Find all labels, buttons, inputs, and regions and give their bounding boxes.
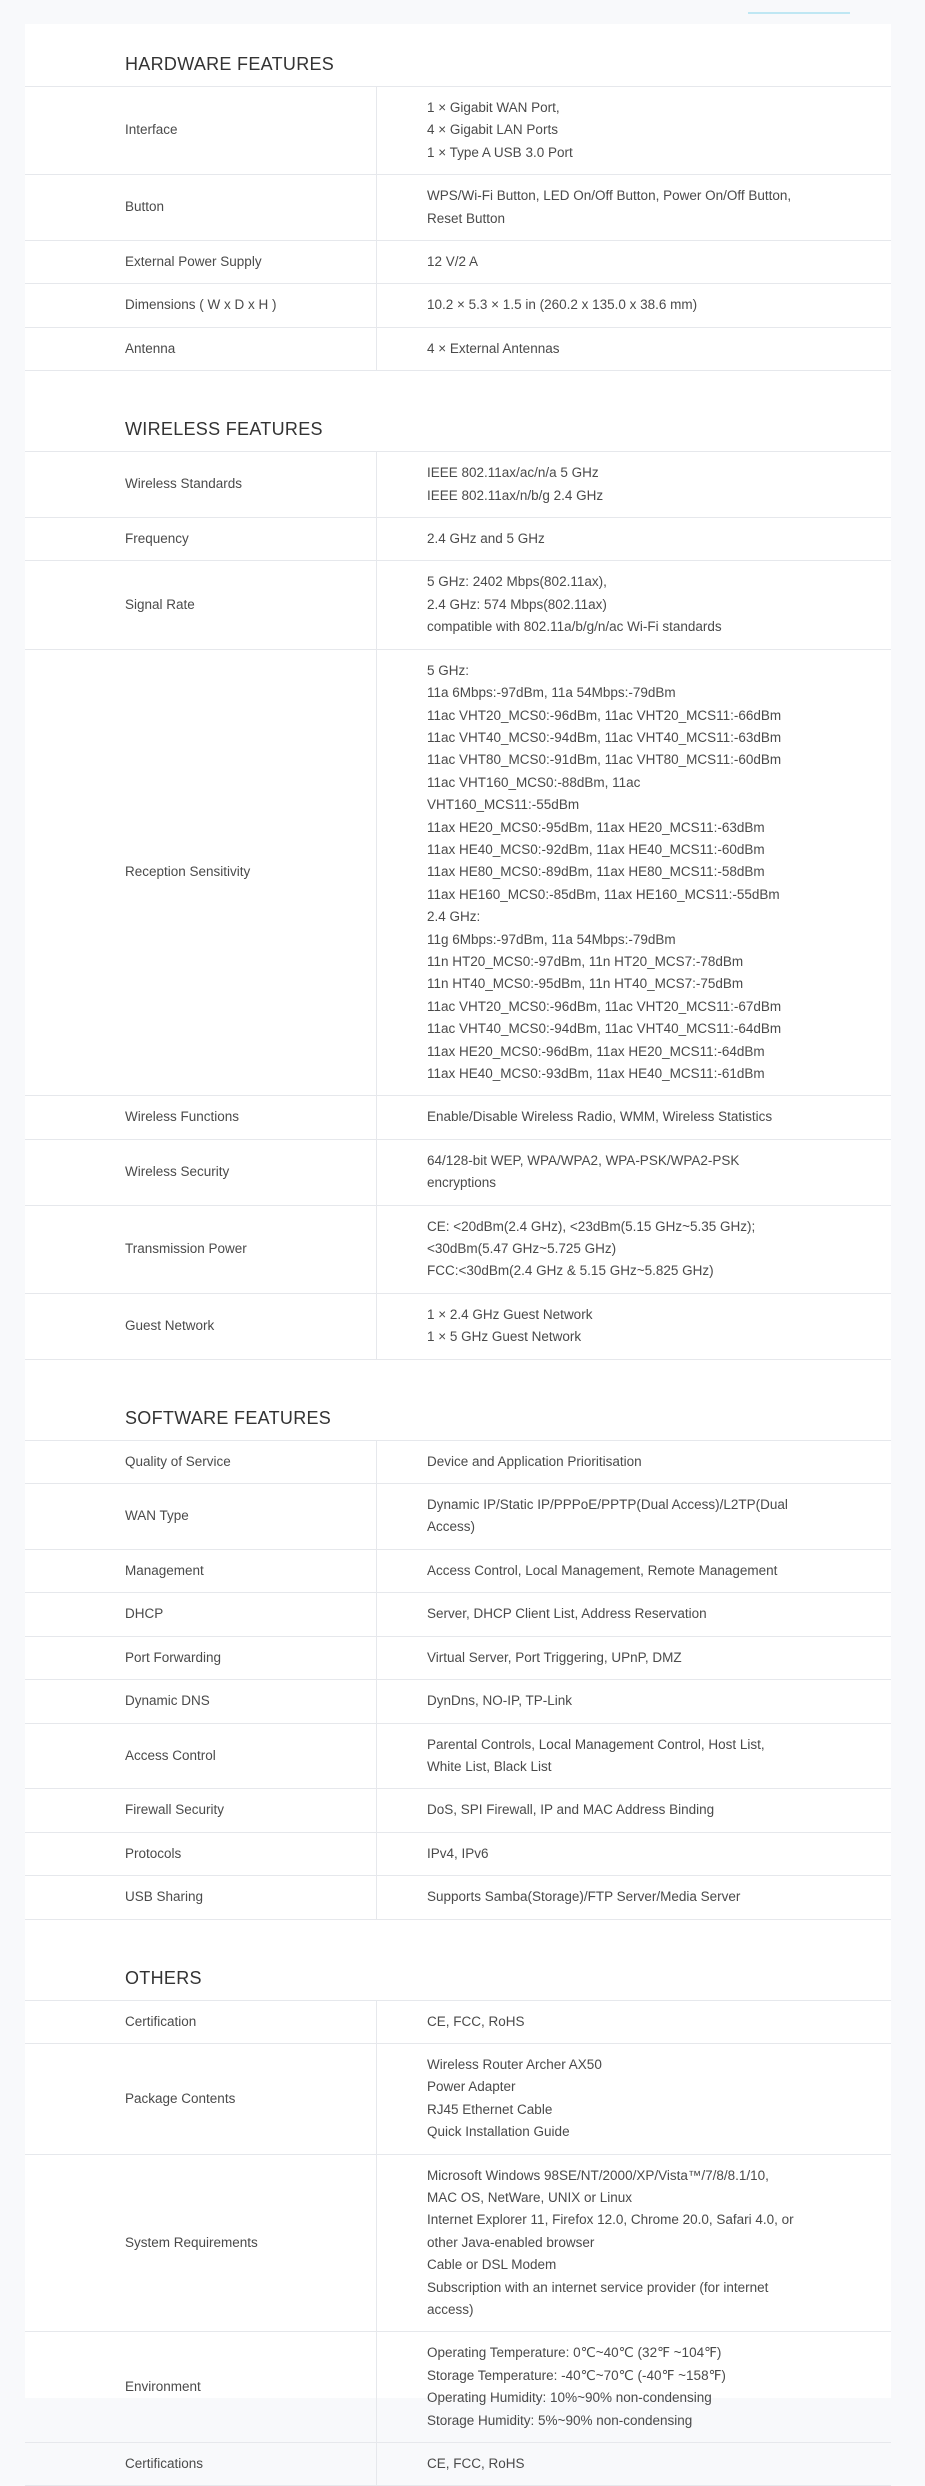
section-others [25, 1938, 891, 2486]
spec-value-line: 11g 6Mbps:-97dBm, 11a 54Mbps:-79dBm [427, 931, 676, 947]
section-title: HARDWARE FEATURES [25, 24, 891, 87]
spec-value [377, 1140, 891, 1205]
spec-value [377, 241, 891, 283]
spec-value-line: compatible with 802.11a/b/g/n/ac Wi-Fi standards [427, 619, 722, 635]
spec-value [377, 1724, 891, 1789]
spec-label: WAN Type [25, 1484, 377, 1549]
spec-value-line: 10.2 × 5.3 × 1.5 in (260.2 x 135.0 x 38.6 mm) [427, 297, 698, 313]
spec-label: DHCP [25, 1593, 377, 1635]
spec-value-line: Subscription with an internet service provider (for internet access) [427, 2279, 769, 2317]
spec-value [377, 561, 891, 648]
spec-value-line: 2.4 GHz: [427, 909, 481, 925]
spec-row-package-contents [25, 2044, 891, 2155]
section-title: SOFTWARE FEATURES [25, 1378, 891, 1441]
spec-label: System Requirements [25, 2155, 377, 2332]
spec-value-line: 2.4 GHz and 5 GHz [427, 531, 545, 547]
spec-value-line: 1 × Type A USB 3.0 Port [427, 144, 573, 160]
spec-value-line: Internet Explorer 11, Firefox 12.0, Chrome 20.0, Safari 4.0, or other Java-enabled browser [427, 2212, 794, 2250]
specifications-panel [25, 24, 891, 2472]
spec-row-dimensions-w-x-d-x-h [25, 284, 891, 327]
spec-row-wan-type [25, 1484, 891, 1550]
spec-value-line: 11ax HE160_MCS0:-85dBm, 11ax HE160_MCS11:-55dBm [427, 886, 780, 902]
spec-value [377, 1833, 891, 1875]
spec-value-line: DoS, SPI Firewall, IP and MAC Address Binding [427, 1802, 715, 1818]
spec-value-line: CE: <20dBm(2.4 GHz), <23dBm(5.15 GHz~5.35 GHz); <30dBm(5.47 GHz~5.725 GHz) [427, 1218, 756, 1257]
spec-row-wireless-functions [25, 1096, 891, 1139]
spec-label: Interface [25, 87, 377, 174]
spec-row-external-power-supply [25, 241, 891, 284]
spec-label: Wireless Security [25, 1140, 377, 1205]
spec-label: Environment [25, 2332, 377, 2442]
section-hardware-features [25, 24, 891, 371]
spec-value [377, 1593, 891, 1635]
spec-value-line: Storage Humidity: 5%~90% non-condensing [427, 2412, 693, 2428]
section-title: WIRELESS FEATURES [25, 389, 891, 452]
spec-row-firewall-security [25, 1789, 891, 1832]
spec-value-line: 11ax HE80_MCS0:-89dBm, 11ax HE80_MCS11:-58dBm [427, 864, 765, 880]
spec-value [377, 2332, 891, 2442]
spec-value-line: 4 × External Antennas [427, 340, 560, 356]
spec-row-interface [25, 87, 891, 175]
spec-row-wireless-security [25, 1140, 891, 1206]
spec-value [377, 175, 891, 240]
spec-value-line: 1 × 5 GHz Guest Network [427, 1329, 582, 1345]
spec-value-line: 11ax HE40_MCS0:-93dBm, 11ax HE40_MCS11:-61dBm [427, 1066, 765, 1081]
spec-value-line: 64/128-bit WEP, WPA/WPA2, WPA-PSK/WPA2-PSK encryptions [427, 1152, 740, 1191]
spec-label: Certification [25, 2001, 377, 2043]
spec-value [377, 1789, 891, 1831]
spec-value-line: Access Control, Local Management, Remote Management [427, 1562, 778, 1578]
spec-row-quality-of-service [25, 1441, 891, 1484]
spec-value-line: WPS/Wi-Fi Button, LED On/Off Button, Power On/Off Button, Reset Button [427, 188, 792, 226]
spec-label: Access Control [25, 1724, 377, 1789]
spec-row-environment [25, 2332, 891, 2443]
spec-value-line: 1 × Gigabit WAN Port, [427, 100, 560, 115]
spec-label: Dimensions ( W x D x H ) [25, 284, 377, 326]
spec-value-line: 4 × Gigabit LAN Ports [427, 122, 558, 138]
spec-value-line: Dynamic IP/Static IP/PPPoE/PPTP(Dual Access)/L2TP(Dual Access) [427, 1497, 788, 1535]
section-software-features [25, 1378, 891, 1920]
spec-value [377, 2443, 891, 2485]
spec-label: Wireless Standards [25, 452, 377, 517]
spec-row-frequency [25, 518, 891, 561]
spec-value-line: Power Adapter [427, 2079, 516, 2095]
spec-label: USB Sharing [25, 1876, 377, 1918]
spec-value-line: 11ax HE20_MCS0:-95dBm, 11ax HE20_MCS11:-63dBm [427, 819, 765, 835]
spec-value-line: Storage Temperature: -40℃~70℃ (-40℉ ~158℉) [427, 2367, 726, 2383]
spec-row-usb-sharing [25, 1876, 891, 1919]
section-spacer [25, 371, 891, 389]
spec-row-certifications [25, 2443, 891, 2486]
spec-label: Antenna [25, 328, 377, 370]
spec-value-line: 11ax HE20_MCS0:-96dBm, 11ax HE20_MCS11:-64dBm [427, 1043, 765, 1059]
spec-value-line: 5 GHz: [427, 662, 470, 678]
spec-value [377, 1206, 891, 1293]
spec-label: Transmission Power [25, 1206, 377, 1293]
spec-value [377, 1550, 891, 1592]
spec-row-management [25, 1550, 891, 1593]
spec-value [377, 1294, 891, 1359]
spec-label: Port Forwarding [25, 1637, 377, 1679]
spec-label: External Power Supply [25, 241, 377, 283]
spec-label: Reception Sensitivity [25, 650, 377, 1096]
spec-value-line: IEEE 802.11ax/ac/n/a 5 GHz [427, 465, 599, 481]
spec-value-line: Operating Temperature: 0℃~40℃ (32℉ ~104℉) [427, 2345, 722, 2361]
spec-value [377, 328, 891, 370]
spec-value-line: 11n HT20_MCS0:-97dBm, 11n HT20_MCS7:-78dBm [427, 953, 744, 969]
spec-value-line: Enable/Disable Wireless Radio, WMM, Wireless Statistics [427, 1109, 773, 1125]
spec-value-line: DynDns, NO-IP, TP-Link [427, 1693, 573, 1709]
spec-label: Management [25, 1550, 377, 1592]
spec-value-line: Quick Installation Guide [427, 2124, 570, 2140]
spec-value [377, 87, 891, 174]
spec-value-line: Server, DHCP Client List, Address Reservation [427, 1606, 707, 1622]
spec-value-line: 11ac VHT40_MCS0:-94dBm, 11ac VHT40_MCS11:-64dBm [427, 1021, 782, 1037]
spec-value [377, 1680, 891, 1722]
spec-row-reception-sensitivity [25, 650, 891, 1097]
spec-label: Wireless Functions [25, 1096, 377, 1138]
spec-row-port-forwarding [25, 1637, 891, 1680]
spec-value-line: IPv4, IPv6 [427, 1845, 489, 1861]
spec-value-line: 11ac VHT20_MCS0:-96dBm, 11ac VHT20_MCS11:-66dBm [427, 707, 782, 723]
spec-label: Guest Network [25, 1294, 377, 1359]
spec-row-signal-rate [25, 561, 891, 649]
section-spacer [25, 1920, 891, 1938]
spec-value-line: 11ac VHT160_MCS0:-88dBm, 11ac VHT160_MCS11:-55dBm [427, 774, 641, 813]
spec-row-antenna [25, 328, 891, 371]
spec-value [377, 2155, 891, 2332]
spec-row-wireless-standards [25, 452, 891, 518]
spec-value-line: CE, FCC, RoHS [427, 2456, 525, 2472]
spec-label: Dynamic DNS [25, 1680, 377, 1722]
spec-value [377, 2044, 891, 2154]
spec-value [377, 1484, 891, 1549]
spec-value [377, 1441, 891, 1483]
spec-row-dynamic-dns [25, 1680, 891, 1723]
section-wireless-features [25, 389, 891, 1359]
spec-value-line: Cable or DSL Modem [427, 2257, 557, 2273]
section-title: OTHERS [25, 1938, 891, 2001]
spec-value-line: Supports Samba(Storage)/FTP Server/Media Server [427, 1889, 741, 1905]
spec-label: Certifications [25, 2443, 377, 2485]
spec-value [377, 518, 891, 560]
spec-value-line: 11ac VHT20_MCS0:-96dBm, 11ac VHT20_MCS11:-67dBm [427, 998, 782, 1014]
spec-label: Button [25, 175, 377, 240]
spec-row-protocols [25, 1833, 891, 1876]
spec-value [377, 650, 891, 1096]
spec-row-access-control [25, 1724, 891, 1790]
spec-value-line: 11ac VHT80_MCS0:-91dBm, 11ac VHT80_MCS11:-60dBm [427, 752, 782, 768]
spec-value-line: Wireless Router Archer AX50 [427, 2056, 602, 2072]
spec-value-line: Parental Controls, Local Management Control, Host List, White List, Black List [427, 1736, 765, 1774]
spec-value-line: RJ45 Ethernet Cable [427, 2101, 553, 2117]
spec-value [377, 284, 891, 326]
spec-row-button [25, 175, 891, 241]
spec-value [377, 452, 891, 517]
spec-value-line: 11ax HE40_MCS0:-92dBm, 11ax HE40_MCS11:-60dBm [427, 841, 765, 857]
spec-label: Protocols [25, 1833, 377, 1875]
spec-value [377, 1637, 891, 1679]
spec-row-system-requirements [25, 2155, 891, 2333]
spec-label: Package Contents [25, 2044, 377, 2154]
spec-label: Quality of Service [25, 1441, 377, 1483]
spec-value [377, 2001, 891, 2043]
spec-value-line: Operating Humidity: 10%~90% non-condensing [427, 2390, 712, 2406]
spec-value-line: 11a 6Mbps:-97dBm, 11a 54Mbps:-79dBm [427, 685, 676, 701]
spec-row-guest-network [25, 1294, 891, 1360]
spec-value-line: Virtual Server, Port Triggering, UPnP, DMZ [427, 1649, 682, 1665]
spec-value-line: 2.4 GHz: 574 Mbps(802.11ax) [427, 596, 607, 612]
spec-value-line: Microsoft Windows 98SE/NT/2000/XP/Vista™/7/8/8.1/10, MAC OS, NetWare, UNIX or Linux [427, 2167, 769, 2205]
spec-value-line: FCC:<30dBm(2.4 GHz & 5.15 GHz~5.825 GHz) [427, 1263, 714, 1279]
spec-value [377, 1096, 891, 1138]
spec-label: Frequency [25, 518, 377, 560]
spec-value-line: 11n HT40_MCS0:-95dBm, 11n HT40_MCS7:-75dBm [427, 976, 744, 992]
active-tab-indicator [748, 12, 850, 14]
spec-value-line: 11ac VHT40_MCS0:-94dBm, 11ac VHT40_MCS11:-63dBm [427, 729, 782, 745]
spec-row-dhcp [25, 1593, 891, 1636]
spec-row-certification [25, 2001, 891, 2044]
spec-value-line: IEEE 802.11ax/n/b/g 2.4 GHz [427, 487, 604, 503]
spec-value [377, 1876, 891, 1918]
spec-value-line: 12 V/2 A [427, 254, 479, 270]
spec-value-line: 5 GHz: 2402 Mbps(802.11ax), [427, 574, 607, 590]
spec-value-line: 1 × 2.4 GHz Guest Network [427, 1306, 593, 1322]
spec-label: Signal Rate [25, 561, 377, 648]
spec-value-line: CE, FCC, RoHS [427, 2013, 525, 2029]
spec-value-line: Device and Application Prioritisation [427, 1453, 642, 1469]
spec-label: Firewall Security [25, 1789, 377, 1831]
spec-row-transmission-power [25, 1206, 891, 1294]
section-spacer [25, 1360, 891, 1378]
